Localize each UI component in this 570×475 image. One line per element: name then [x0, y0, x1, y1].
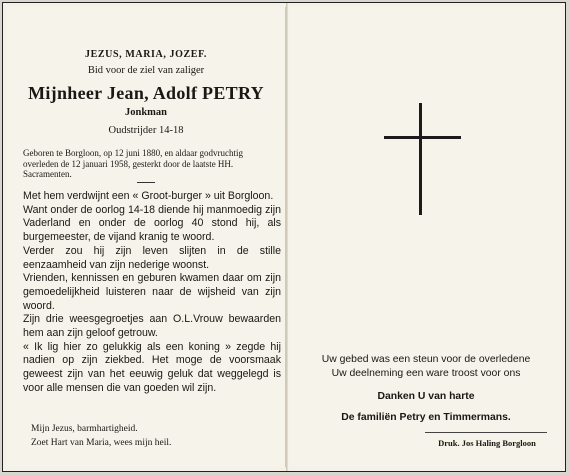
veteran-note: Oudstrijder 14-18 — [108, 125, 184, 136]
deceased-name: Mijnheer Jean, Adolf PETRY — [28, 83, 264, 103]
thanks-heading: Danken U van harte — [377, 391, 475, 402]
eulogy-paragraph: Want onder de oorlog 14-18 diende hij manmoedig zijn Vaderland en onder de oorlog 40 stond hij, als burgemeester, de vijand kranig te woord. — [23, 203, 281, 244]
family-signature: De familiën Petry en Timmermans. — [341, 412, 511, 423]
left-panel — [7, 7, 286, 467]
thanks-text — [289, 353, 563, 380]
memorial-card — [2, 2, 566, 472]
printer-credit: Druk. Jos Haling Borgloon — [438, 438, 536, 448]
eulogy-paragraph: « Ik lig hier zo gelukkig als een koning » zegde hij nadien op zijn ziekbed. Het moge de voorsmaak geweest zijn van het eeuwig geluk dat weggelegd is voor alle mensen die van goeden wil zijn. — [23, 340, 281, 394]
card-fold — [286, 3, 288, 471]
invocation: JEZUS, MARIA, JOZEF. — [85, 49, 207, 60]
closing-prayer-line: Mijn Jezus, barmhartigheid. — [31, 424, 138, 434]
printer-rule — [425, 432, 547, 433]
birth-death-details: Geboren te Borgloon, op 12 juni 1880, en aldaar godvruchtig overleden de 12 januari 1958, gesterkt door de laatste HH. Sacramenten. — [23, 148, 244, 179]
eulogy-paragraph: Verder zou hij zijn leven slijten in de stille eenzaamheid van zijn nederige woonst. — [23, 244, 281, 271]
right-panel — [289, 7, 561, 467]
deceased-title: Jonkman — [124, 107, 167, 118]
eulogy-text — [23, 190, 281, 396]
closing-prayer-line: Zoet Hart van Maria, wees mijn heil. — [31, 438, 172, 448]
thanks-line: Uw deelneming een ware troost voor ons — [331, 367, 521, 379]
section-divider — [137, 182, 155, 183]
eulogy-paragraph: Vrienden, kennissen en geburen kwamen daar om zijn gemoedelijkheid luisteren naar de wijsheid van zijn woord. — [23, 272, 281, 312]
eulogy-paragraph: Zijn drie weesgegroetjes aan O.L.Vrouw bewaarden hem aan zijn geloof getrouw. — [23, 313, 281, 340]
eulogy-paragraph: Met hem verdwijnt een « Groot-burger » uit Borgloon. — [23, 190, 274, 202]
thanks-line: Uw gebed was een steun voor de overledene — [321, 354, 531, 365]
closing-prayers — [31, 422, 171, 450]
prayer-request: Bid voor de ziel van zaliger — [87, 65, 205, 76]
